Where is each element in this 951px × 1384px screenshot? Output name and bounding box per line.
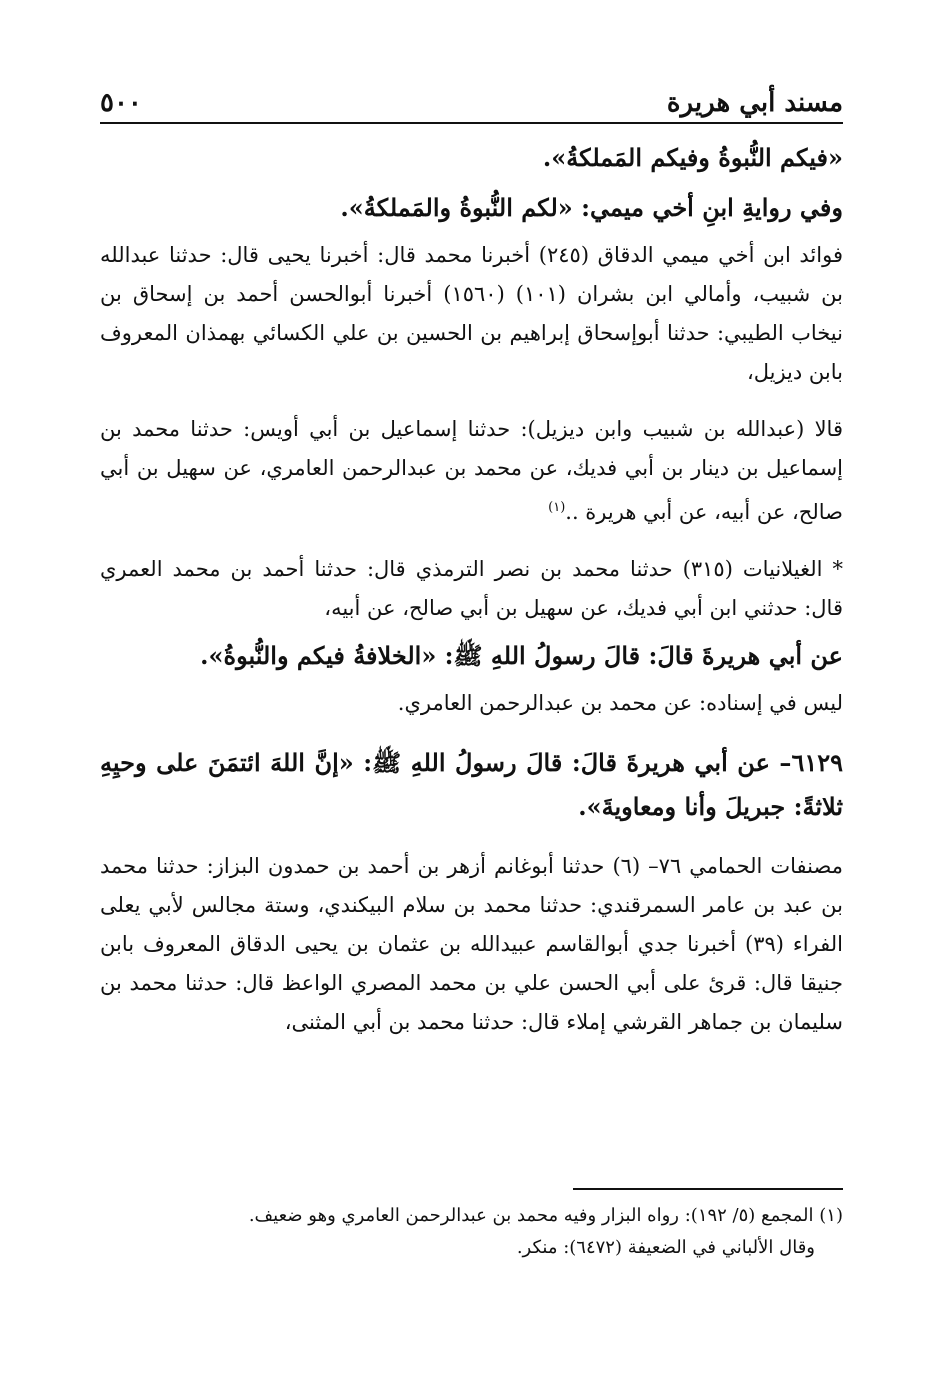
footnote-reference[interactable]: (١) (548, 500, 566, 515)
hadith-text-2: عن أبي هريرةَ قالَ: قالَ رسولُ اللهِ ﷺ: «الخلافةُ فيكم والنُّبوةُ». (200, 641, 843, 670)
hadith-text-1: «فيكم النُّبوةُ وفيكم المَملكةُ». (542, 143, 843, 172)
isnad-paragraph-3: * الغيلانيات (٣١٥) حدثنا محمد بن نصر الترمذي قال: حدثنا أحمد بن محمد العمري قال: حدثني ابن أبي فديك، عن سهيل بن أبي صالح، عن أبيه، (100, 557, 843, 620)
footnotes-section (100, 1200, 843, 1264)
isnad-note: ليس في إسناده: عن محمد بن عبدالرحمن العامري. (397, 691, 843, 715)
hadith-6129: ٦١٢٩– عن أبي هريرةَ قالَ: قالَ رسولُ اللهِ ﷺ: «إنَّ اللهَ ائتمَنَ على وحيِهِ ثلاثةً: جبريلَ وأنا ومعاويةَ». (100, 748, 843, 821)
isnad-paragraph-2 (100, 410, 843, 532)
footnote-1: (١) المجمع (٥/ ١٩٢): رواه البزار وفيه محمد بن عبدالرحمن العامري وهو ضعيف. (248, 1205, 843, 1226)
page-number: ٥٠٠ (100, 88, 142, 118)
footnote-divider (573, 1188, 843, 1190)
isnad-paragraph-4: مصنفات الحمامي ٧٦– (٦) حدثنا أبوغانم أزهر بن أحمد بن حمدون البزاز: حدثنا محمد بن عبد بن عامر السمرقندي: حدثنا محمد بن سلام البيكندي، وستة مجالس لأبي يعلى الفراء (٣٩) أخبرنا جدي أبوالقاسم عبيدالله بن عثمان بن يحيى الدقاق المعروف بابن جنيقا قال: قرئ على أبي الحسن علي بن محمد المصري الواعظ قال: حدثنا محمد بن سليمان بن جماهر القرشي إملاء قال: حدثنا محمد بن أبي المثنى، (100, 854, 843, 1034)
isnad-paragraph-2-text: قالا (عبدالله بن شبيب وابن ديزيل): حدثنا إسماعيل بن أبي أويس: حدثنا محمد بن إسماعيل بن دينار بن أبي فديك، عن محمد بن عبدالرحمن العامري، عن سهيل بن أبي صالح، عن أبيه، عن أبي هريرة .. (100, 417, 843, 524)
running-header (100, 78, 843, 124)
book-page (100, 78, 843, 1344)
book-title: مسند أبي هريرة (666, 88, 843, 118)
hadith-variant: وفي روايةِ ابنِ أخي ميمي: «لكم النُّبوةُ والمَملكةُ». (340, 193, 843, 222)
footnote-1-continuation: وقال الألباني في الضعيفة (٦٤٧٢): منكر. (516, 1237, 815, 1258)
isnad-paragraph-1: فوائد ابن أخي ميمي الدقاق (٢٤٥) أخبرنا محمد قال: أخبرنا يحيى قال: حدثنا عبدالله بن شبيب، وأمالي ابن بشران (١٠١) (١٥٦٠) أخبرنا أبوالحسن أحمد بن إسحاق بن نيخاب الطيبي: حدثنا أبوإسحاق إبراهيم بن الحسين بن علي الكسائي بهمذان المعروف بابن ديزيل، (100, 243, 844, 384)
